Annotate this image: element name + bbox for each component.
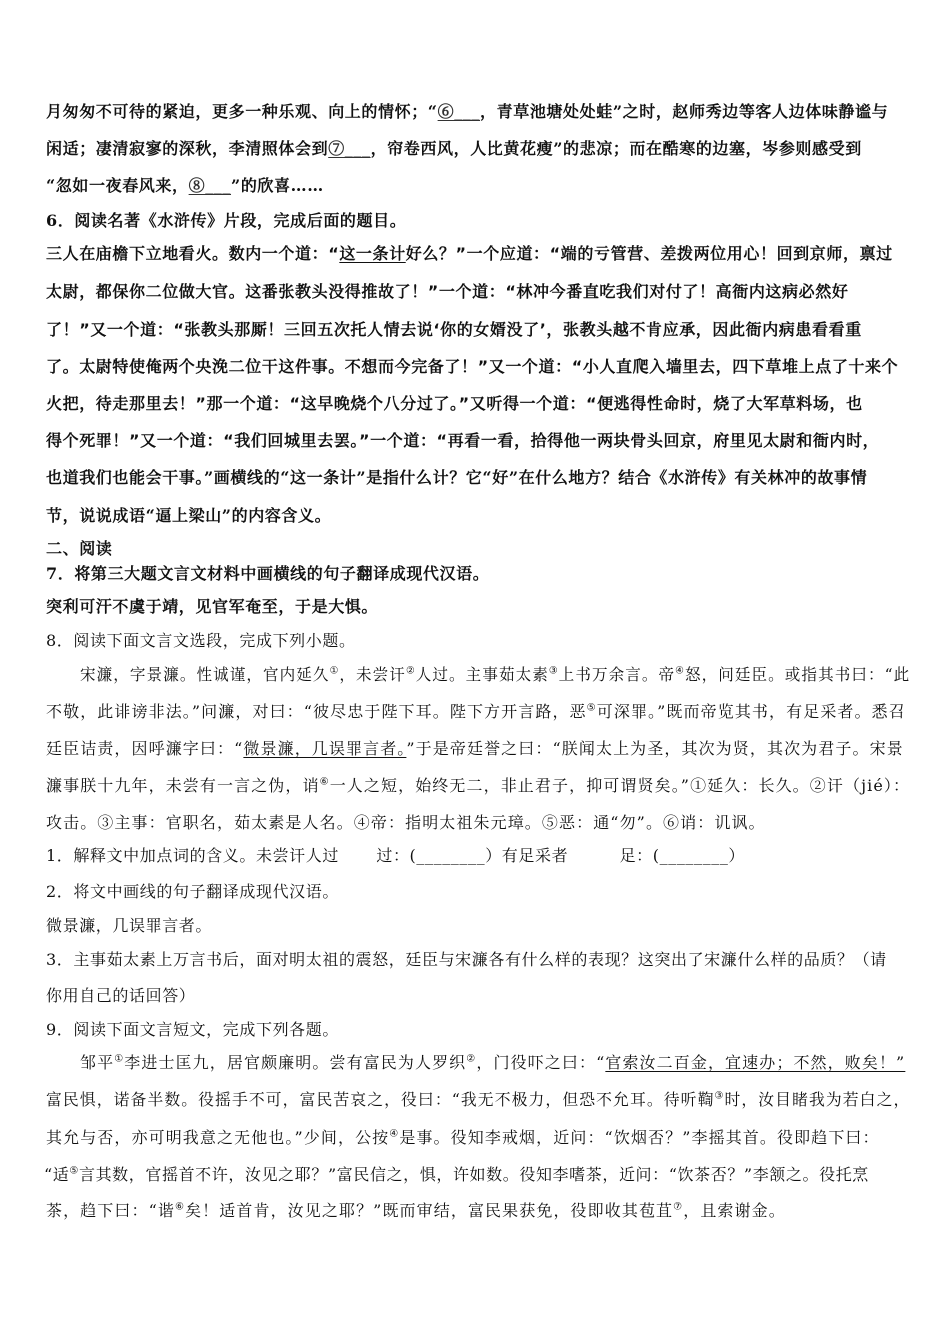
q8-heading: 8．阅读下面文言文选段，完成下列小题。 <box>46 631 356 650</box>
q6-heading: 6．阅读名著《水浒传》片段，完成后面的题目。 <box>46 211 407 230</box>
q6-line-4: 了。太尉特使俺两个央浼二位干这件事。不想而今完备了！”又一个道：“小人直爬入墙里去，四下草堆上点了十来个 <box>46 357 899 376</box>
intro-line-3: “忽如一夜春风来，⑧___”的欣喜…… <box>46 176 324 195</box>
intro-line-1: 月匆匆不可待的紧迫，更多一种乐观、向上的情怀；“⑥___，青草池塘处处蛙”之时，赵师秀边等客人边体味静谧与 <box>46 102 889 121</box>
blank-8[interactable]: ⑧___ <box>188 176 232 195</box>
q8-passage-line-2: 不敬，此诽谤非法。”问濂，对曰：“彼尽忠于陛下耳。陛下方开言路，恶⑤可深罪。”既而帝览其书，有足采者。悉召 <box>46 702 906 721</box>
q7-heading: 7．将第三大题文言文材料中画横线的句子翻译成现代汉语。 <box>46 564 490 583</box>
q8-passage-line-1: 宋濂，字景濂。性诚谨，官内延久①，未尝讦②人过。主事茹太素③上书万余言。帝④怒，问廷臣。或指其书曰：“此 <box>80 665 911 684</box>
q8-passage-line-3: 廷臣诘责，因呼濂字曰：“微景濂，几误罪言者。”于是帝廷誉之曰：“朕闻太上为圣，其次为贤，其次为君子。宋景 <box>46 739 904 758</box>
q8-sub2: 2．将文中画线的句子翻译成现代汉语。 <box>46 882 339 901</box>
underlined-sentence: 官索汝二百金，宜速办；不然，败矣！” <box>605 1053 906 1072</box>
blank-7[interactable]: ⑦___ <box>328 139 371 158</box>
q9-passage-line-2: 富民惧，诺备半数。役摇手不可，富民苦哀之，役曰：“我无不极力，但恐不允耳。待听鞫③时，汝目睹我为若白之， <box>46 1090 911 1109</box>
q8-passage-line-5: 攻击。③主事：官职名，茹太素是人名。④帝：指明太祖朱元璋。⑤恶：通“勿”。⑥诮：讥讽。 <box>46 813 766 832</box>
q6-line-2: 太尉，都保你二位做大官。这番张教头没得推故了！”一个道：“林冲今番直吃我们对付了！高衙内这病必然好 <box>46 282 849 301</box>
q8-sub3-line-1: 3．主事茹太素上万言书后，面对明太祖的震怒，廷臣与宋濂各有什么样的表现？这突出了宋濂什么样的品质？（请 <box>46 950 887 969</box>
section-heading: 二、阅读 <box>46 539 113 558</box>
q9-passage-line-3: 其允与否，亦可明我意之无他也。”少间，公按④是事。役知李戒烟，近问：“饮烟否？”李摇其首。役即趋下曰： <box>46 1128 880 1147</box>
q8-passage-line-4: 濂事朕十九年，未尝有一言之伪，诮⑥一人之短，始终无二，非止君子，抑可谓贤矣。”①延久：长久。②讦（jié）： <box>46 776 911 795</box>
blank-zu[interactable]: 足：(________） <box>619 846 746 865</box>
underlined-phrase: 这一条计 <box>339 244 406 263</box>
q9-heading: 9．阅读下面文言短文，完成下列各题。 <box>46 1020 339 1039</box>
intro-line-2: 闲适；凄清寂寥的深秋，李清照体会到⑦___，帘卷西风，人比黄花瘦”的悲凉；而在酷寒的边塞，岑参则感受到 <box>46 139 862 158</box>
underlined-sentence: 微景濂，几误罪言者。 <box>243 739 407 758</box>
q6-line-7: 也道我们也能会干事。”画横线的“这一条计”是指什么计？它“好”在什么地方？结合《水浒传》有关林冲的故事情 <box>46 468 868 487</box>
q8-sub3-line-2: 你用自己的话回答） <box>46 986 196 1005</box>
q8-sub2-sentence: 微景濂，几误罪言者。 <box>46 916 213 935</box>
q6-line-6: 得个死罪！”又一个道：“我们回城里去罢。”一个道：“再看一看，拾得他一两块骨头回京，府里见太尉和衙内时， <box>46 431 880 450</box>
q6-line-3: 了！”又一个道：“张教头那厮！三回五次托人情去说‘你的女婿没了’，张教头越不肯应承，因此衙内病患看看重 <box>46 320 862 339</box>
blank-6[interactable]: ⑥___ <box>437 102 481 121</box>
q6-line-8: 节，说说成语“逼上梁山”的内容含义。 <box>46 506 332 525</box>
q9-passage-line-4: “适⑤言其数，官摇首不许，汝见之耶？”富民信之，惧，许如数。役知李嗜茶，近问：“饮茶否？”李颔之。役托烹 <box>44 1165 869 1184</box>
q6-line-5: 火把，待走那里去！”那一个道：“这早晚烧个八分过了。”又听得一个道：“便逃得性命时，烧了大军草料场，也 <box>46 394 863 413</box>
q7-sentence: 突利可汗不虞于靖，见官军奄至，于是大惧。 <box>46 597 379 616</box>
blank-guo[interactable]: 过：(________）有足采者 <box>376 846 569 865</box>
q9-passage-line-5: 茶，趋下曰：“谐⑥矣！适首肯，汝见之耶？”既而审结，富民果获免，役即收其苞苴⑦，且索谢金。 <box>46 1201 786 1220</box>
q6-line-1: 三人在庙檐下立地看火。数内一个道：“这一条计好么？”一个应道：“端的亏管营、差拨两位用心！回到京师，禀过 <box>46 244 893 263</box>
q9-passage-line-1: 邹平①李进士匡九，居官颇廉明。尝有富民为人罗织②，门役吓之曰：“官索汝二百金，宜速办；不然，败矣！” <box>80 1053 906 1072</box>
q8-sub1: 1．解释文中加点词的含义。未尝讦人过 过：(________）有足采者 足：(________） <box>46 846 746 865</box>
